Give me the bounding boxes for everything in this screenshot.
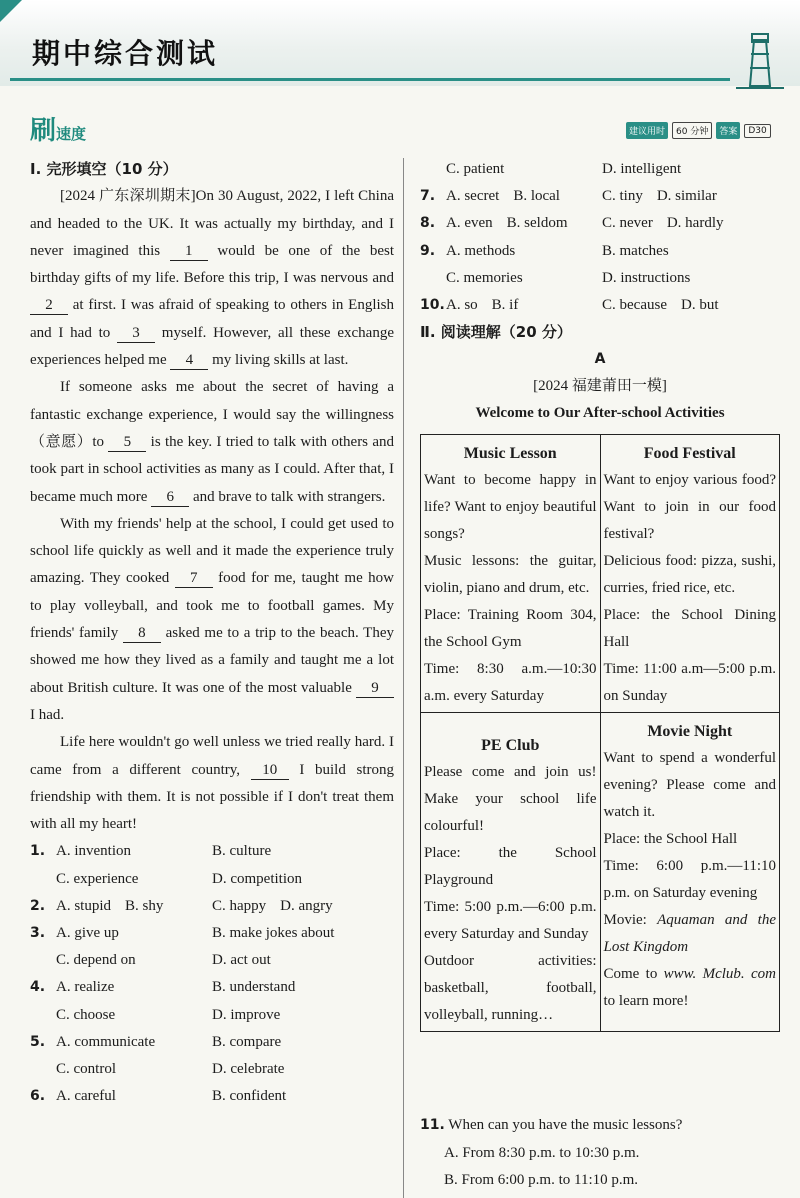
speed-badge-big: 刷 xyxy=(30,116,57,146)
music-lesson-place: Place: Training Room 304, the School Gym xyxy=(424,607,597,650)
page-header xyxy=(0,0,800,110)
option-choice[interactable]: A. secret xyxy=(446,188,500,205)
cloze-heading: Ⅰ. 完形填空（10 分） xyxy=(30,160,178,178)
pe-club-text: Please come and join us! Make your school life colourful! xyxy=(424,764,597,834)
option-row xyxy=(420,210,780,237)
cloze-blank-7: 7 xyxy=(175,569,213,588)
option-row xyxy=(30,893,394,920)
cloze-paragraph-4 xyxy=(30,729,394,838)
column-divider xyxy=(403,158,404,1198)
option-row xyxy=(420,183,780,210)
option-group xyxy=(446,210,602,237)
option-row xyxy=(30,947,394,974)
option-row xyxy=(420,238,780,265)
cloze-blank-9: 9 xyxy=(356,679,394,698)
passage-title: Welcome to Our After-school Activities xyxy=(475,405,725,422)
suggest-label: 建议用时 xyxy=(626,122,668,139)
option-choice[interactable]: A. communicate xyxy=(56,1033,156,1050)
option-row xyxy=(420,265,780,292)
option-number xyxy=(30,1002,56,1029)
answer-label: 答案 xyxy=(716,122,740,139)
option-group xyxy=(212,866,302,893)
option-row xyxy=(30,1083,394,1110)
option-row xyxy=(420,156,780,183)
option-group xyxy=(212,1029,281,1056)
option-number: 7. xyxy=(420,188,436,205)
option-group xyxy=(446,156,602,183)
corner-accent xyxy=(0,0,22,22)
music-lesson-time: Time: 8:30 a.m.—10:30 a.m. every Saturday xyxy=(424,661,597,704)
pe-club-outdoor: Outdoor activities: basketball, football, volleyball, running… xyxy=(424,953,597,1023)
option-number: 3. xyxy=(30,924,46,941)
option-group xyxy=(56,1056,212,1083)
option-group xyxy=(602,292,718,319)
option-group xyxy=(602,183,717,210)
food-festival-title: Food Festival xyxy=(643,445,736,462)
option-choice[interactable]: D. improve xyxy=(212,1006,281,1023)
option-group xyxy=(212,1056,284,1083)
cloze-text: If someone asks me about the secret of having a fantastic exchange experience, I would say the willingness（意愿）to xyxy=(30,379,394,450)
option-row xyxy=(30,1029,394,1056)
option-group xyxy=(212,893,333,920)
option-group xyxy=(56,947,212,974)
pe-club-place: Place: the School Playground xyxy=(424,845,597,888)
answer-page: D30 xyxy=(744,124,770,138)
option-choice[interactable]: A. careful xyxy=(56,1088,116,1105)
come-post: to learn more! xyxy=(603,993,689,1009)
option-choice[interactable]: D. angry xyxy=(280,897,333,914)
option-group xyxy=(602,210,723,237)
music-lesson-text: Want to become happy in life? Want to enjoy beautiful songs? xyxy=(424,472,597,542)
movie-night-cell xyxy=(600,713,780,1032)
option-number xyxy=(420,265,446,292)
option-group xyxy=(56,1002,212,1029)
option-group xyxy=(212,1002,280,1029)
option-group xyxy=(56,1029,212,1056)
cloze-text: I had. xyxy=(30,706,65,723)
option-row xyxy=(30,1002,394,1029)
movie-night-movie xyxy=(604,907,777,961)
cloze-text: [2024 广东深圳期末]On 30 August, 2022, I left China and headed to the UK. It was actually my birthday, and I never imagined this xyxy=(30,188,394,259)
option-choice[interactable]: A. so xyxy=(446,296,478,313)
cloze-blank-4: 4 xyxy=(170,351,208,370)
option-choice[interactable]: D. hardly xyxy=(666,215,724,232)
cloze-text: I build strong friendship with them. It is not possible if I don't treat them with all my heart! xyxy=(30,761,394,833)
cloze-text: Life here wouldn't go well unless we tried really hard. I came from a different country, xyxy=(30,734,394,778)
come-pre: Come to xyxy=(603,966,664,982)
movie-night-time: Time: 6:00 p.m.—11:10 p.m. on Saturday evening xyxy=(603,858,776,901)
reading-heading: Ⅱ. 阅读理解（20 分） xyxy=(420,323,572,342)
question-11-option-a[interactable]: A. From 8:30 p.m. to 10:30 p.m. xyxy=(444,1144,640,1161)
option-choice[interactable]: D. celebrate xyxy=(212,1060,285,1077)
option-choice[interactable]: B. culture xyxy=(212,843,272,860)
food-festival-cell xyxy=(600,435,780,713)
music-lesson-title: Music Lesson xyxy=(463,445,557,462)
option-choice[interactable]: B. understand xyxy=(212,979,296,996)
option-choice[interactable]: C. memories xyxy=(446,269,523,286)
option-choice[interactable]: C. happy xyxy=(212,897,267,914)
option-group xyxy=(602,156,681,183)
left-column xyxy=(30,156,394,1110)
cloze-text: and brave to talk with strangers. xyxy=(189,488,386,505)
option-group xyxy=(56,866,212,893)
suggest-value: 60 分钟 xyxy=(672,122,712,139)
option-choice[interactable]: B. compare xyxy=(212,1033,282,1050)
music-lesson-lessons: Music lessons: the guitar, violin, piano and drum, etc. xyxy=(424,553,597,596)
option-row xyxy=(30,1056,394,1083)
option-choice[interactable]: B. confident xyxy=(212,1088,287,1105)
option-choice[interactable]: C. patient xyxy=(446,161,505,177)
option-group xyxy=(446,183,602,210)
option-group xyxy=(56,838,212,865)
question-11-number: 11. xyxy=(420,1117,445,1133)
option-choice[interactable]: C. control xyxy=(56,1060,116,1077)
table-row xyxy=(421,713,780,1032)
lighthouse-icon xyxy=(732,30,788,92)
cloze-text: With my friends' help at the school, I could get used to school life quickly as well and it made the experience truly amazing. They cooked xyxy=(30,515,394,587)
cloze-text: at first. I was afraid of speaking to others in English and I had to xyxy=(30,297,394,341)
option-choice[interactable]: B. shy xyxy=(125,897,164,914)
option-group xyxy=(602,238,669,265)
question-11 xyxy=(420,1112,780,1195)
header-rule xyxy=(10,78,730,81)
option-choice[interactable]: A. realize xyxy=(56,979,115,996)
option-number xyxy=(30,866,56,893)
pe-club-cell xyxy=(421,713,601,1032)
cloze-paragraph-1 xyxy=(30,183,394,374)
option-group xyxy=(602,265,690,292)
option-number: 10. xyxy=(420,296,445,313)
option-number: 2. xyxy=(30,897,46,914)
option-choice[interactable]: C. never xyxy=(602,215,653,232)
option-group xyxy=(212,920,334,947)
option-number xyxy=(30,947,56,974)
option-number xyxy=(30,1056,56,1083)
movie-label: Movie: xyxy=(603,912,658,928)
option-choice[interactable]: B. local xyxy=(513,188,560,205)
option-choice[interactable]: A. invention xyxy=(56,843,131,860)
option-row xyxy=(30,838,394,865)
option-choice[interactable]: D. but xyxy=(680,296,719,313)
cloze-paragraph-3 xyxy=(30,511,394,729)
movie-night-text: Want to spend a wonderful evening? Please come and watch it. xyxy=(603,750,776,820)
option-group xyxy=(212,1083,286,1110)
option-row xyxy=(30,974,394,1001)
movie-name: Aquaman and the Lost Kingdom xyxy=(603,912,776,955)
option-choice[interactable]: B. if xyxy=(491,296,519,313)
option-number: 8. xyxy=(420,215,436,232)
movie-night-place: Place: the School Hall xyxy=(603,831,738,847)
option-group xyxy=(212,838,271,865)
right-column xyxy=(420,156,780,427)
option-row xyxy=(30,866,394,893)
food-festival-place: Place: the School Dining Hall xyxy=(603,607,776,650)
option-choice[interactable]: D. competition xyxy=(212,870,302,887)
music-lesson-cell xyxy=(421,435,601,713)
passage-source: [2024 福建莆田一模] xyxy=(533,378,667,395)
cloze-text: would be one of the best birthday gifts of my life. Before this trip, I was nervous and xyxy=(30,242,394,287)
option-group xyxy=(212,947,271,974)
cloze-blank-10: 10 xyxy=(251,761,289,780)
time-answer-info xyxy=(626,122,771,139)
cloze-paragraph-2 xyxy=(30,374,394,510)
cloze-blank-6: 6 xyxy=(151,488,189,507)
option-group xyxy=(56,893,212,920)
food-festival-text: Want to enjoy various food? Want to join in our food festival? xyxy=(603,472,776,542)
option-choice[interactable]: C. choose xyxy=(56,1006,116,1023)
option-choice[interactable]: A. methods xyxy=(446,242,516,259)
cloze-text: my living skills at last. xyxy=(208,352,349,369)
cloze-text: myself. However, all these exchange experiences helped me xyxy=(30,324,394,369)
cloze-blank-2: 2 xyxy=(30,296,68,315)
pe-club-title: PE Club xyxy=(481,737,540,754)
option-number: 9. xyxy=(420,242,436,259)
food-festival-time: Time: 11:00 a.m—5:00 p.m. on Sunday xyxy=(603,661,776,704)
option-number: 5. xyxy=(30,1033,46,1050)
option-choice[interactable]: A. give up xyxy=(56,924,119,941)
option-choice[interactable]: D. intelligent xyxy=(602,161,682,177)
page-title: 期中综合测试 xyxy=(32,37,219,70)
pe-club-time: Time: 5:00 p.m.—6:00 p.m. every Saturday and Sunday xyxy=(424,899,597,942)
passage-letter: A xyxy=(594,351,606,368)
option-group xyxy=(56,920,212,947)
cloze-blank-5: 5 xyxy=(108,433,146,452)
speed-badge-small: 速度 xyxy=(56,125,87,143)
option-group xyxy=(446,292,602,319)
option-group xyxy=(446,238,602,265)
question-11-stem xyxy=(420,1112,780,1140)
cloze-blank-8: 8 xyxy=(123,624,161,643)
option-choice[interactable]: A. stupid xyxy=(56,897,112,914)
question-11-option-b[interactable]: B. From 6:00 p.m. to 11:10 p.m. xyxy=(444,1172,639,1188)
cloze-blank-3: 3 xyxy=(117,324,155,343)
option-row xyxy=(30,920,394,947)
activities-table xyxy=(420,434,780,1032)
option-group xyxy=(446,265,602,292)
option-choice[interactable]: A. even xyxy=(446,215,493,232)
option-choice[interactable]: C. tiny xyxy=(602,188,643,205)
cloze-text: food for me, taught me how to play volleyball, and took me to football games. My friends' family xyxy=(30,570,394,642)
option-group xyxy=(56,974,212,1001)
option-group xyxy=(56,1083,212,1110)
cloze-text: asked me to a trip to the beach. They showed me how they lived as a family and taught me a lot about British culture. It was one of the most valuable xyxy=(30,625,394,696)
cloze-blank-1: 1 xyxy=(170,242,208,261)
movie-url: www. Mclub. com xyxy=(663,966,776,982)
movie-night-title: Movie Night xyxy=(647,723,733,740)
option-row xyxy=(420,292,780,319)
cloze-options-left xyxy=(30,838,394,1110)
option-number: 6. xyxy=(30,1088,46,1105)
option-number: 1. xyxy=(30,843,46,860)
question-11-text: When can you have the music lessons? xyxy=(448,1117,683,1133)
option-choice[interactable]: C. depend on xyxy=(56,952,136,969)
movie-night-link xyxy=(604,961,777,1015)
option-number xyxy=(420,156,446,183)
option-choice[interactable]: D. act out xyxy=(212,952,271,969)
cloze-text: is the key. I tried to talk with others and took part in school activities as many as I could. After that, I became much more xyxy=(30,433,395,505)
option-group xyxy=(212,974,295,1001)
option-choice[interactable]: D. instructions xyxy=(602,269,691,286)
option-choice[interactable]: B. seldom xyxy=(506,215,568,232)
table-row xyxy=(421,435,780,713)
option-choice[interactable]: D. similar xyxy=(656,188,717,205)
option-number: 4. xyxy=(30,979,46,996)
food-festival-food: Delicious food: pizza, sushi, curries, fried rice, etc. xyxy=(603,553,776,596)
cloze-options-right xyxy=(420,156,780,319)
speed-badge xyxy=(30,110,86,147)
option-choice[interactable]: C. because xyxy=(602,296,667,313)
option-choice[interactable]: B. make jokes about xyxy=(212,924,335,941)
option-choice[interactable]: C. experience xyxy=(56,870,139,887)
option-choice[interactable]: B. matches xyxy=(602,242,669,259)
